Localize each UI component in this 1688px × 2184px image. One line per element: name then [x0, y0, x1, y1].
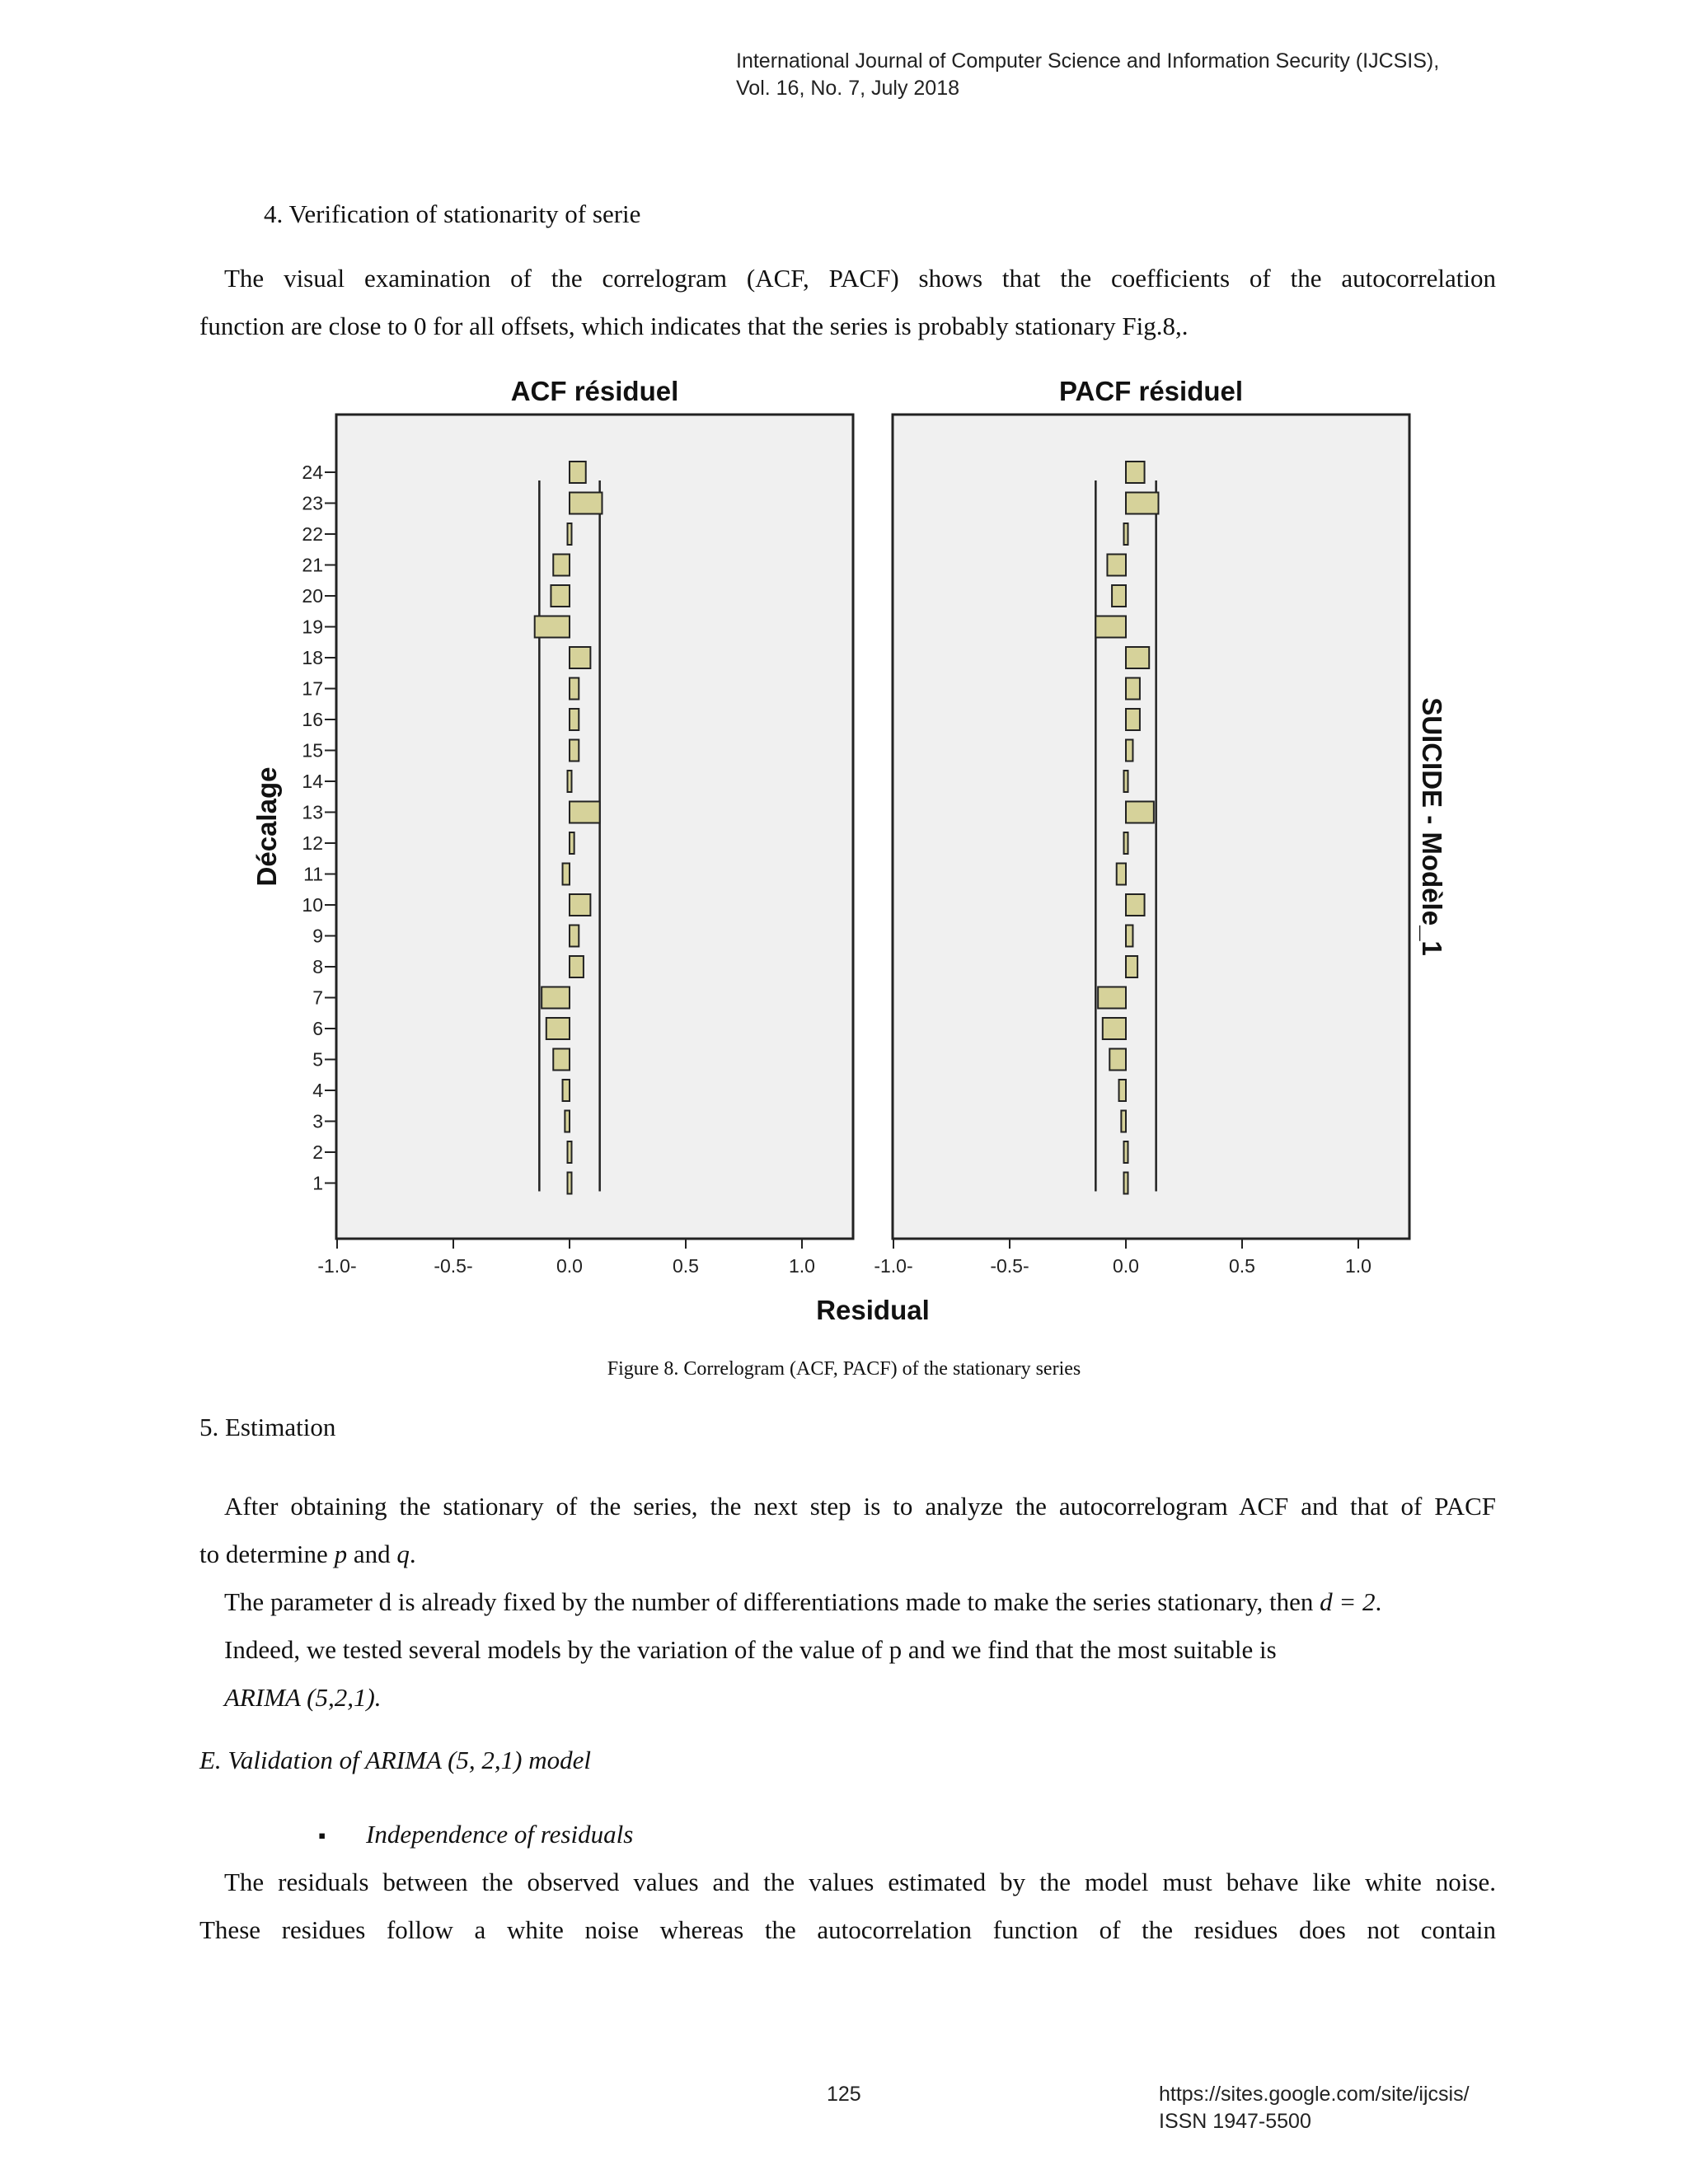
- y-tick-label: 21: [302, 554, 323, 576]
- bar-lag-6: [546, 1018, 570, 1039]
- bullet-item-independence: Independence of residuals: [366, 1820, 634, 1849]
- bar-lag-7: [542, 987, 570, 1009]
- bar-lag-11: [1117, 864, 1126, 885]
- x-tick-label: -1.0-: [317, 1255, 357, 1277]
- footer-url[interactable]: https://sites.google.com/site/ijcsis/: [1159, 2083, 1470, 2106]
- x-tick-label: -0.5-: [990, 1255, 1029, 1277]
- model-side-label: SUICIDE - Modèle_1: [1417, 697, 1447, 956]
- section-5-paragraph-models: Indeed, we tested several models by the variation of the value of p and we find that the most suitable is: [224, 1635, 1277, 1664]
- bar-lag-17: [1126, 678, 1140, 700]
- y-tick-label: 16: [302, 709, 323, 730]
- x-tick-label: 1.0: [789, 1255, 815, 1277]
- bullet-icon: ▪: [318, 1824, 326, 1848]
- bar-lag-16: [1126, 709, 1140, 730]
- bar-lag-21: [1107, 555, 1126, 576]
- bar-lag-24: [1126, 462, 1145, 483]
- bar-lag-19: [535, 616, 570, 638]
- journal-header: [736, 48, 1439, 102]
- x-tick-label: 0.5: [1229, 1255, 1255, 1277]
- page-number: 125: [827, 2083, 861, 2106]
- y-tick-label: 13: [302, 801, 323, 823]
- section-4-paragraph-line1: The visual examination of the correlogram (ACF, PACF) shows that the coefficients of the autocorrelation: [224, 264, 1496, 293]
- bar-lag-6: [1103, 1018, 1126, 1039]
- y-tick-label: 10: [302, 894, 323, 916]
- section-e-paragraph-line2: These residues follow a white noise whereas the autocorrelation function of the residues does not contain: [199, 1915, 1496, 1944]
- y-tick-label: 9: [312, 925, 323, 947]
- y-tick-label: 22: [302, 523, 323, 545]
- section-4-heading: 4. Verification of stationarity of serie: [264, 199, 641, 228]
- x-tick-label: 0.0: [556, 1255, 583, 1277]
- bar-lag-23: [570, 493, 602, 514]
- bar-lag-23: [1126, 493, 1158, 514]
- bar-lag-3: [565, 1111, 570, 1132]
- correlogram-figure: [239, 363, 1459, 1335]
- bar-lag-15: [570, 740, 579, 762]
- bar-lag-15: [1126, 740, 1132, 762]
- bar-lag-19: [1095, 616, 1126, 638]
- bar-lag-9: [1126, 926, 1132, 947]
- y-tick-label: 8: [312, 956, 323, 977]
- panel-title-1: ACF résiduel: [510, 376, 679, 406]
- bar-lag-2: [1124, 1141, 1128, 1163]
- bar-lag-17: [570, 678, 579, 700]
- figure-caption: Figure 8. Correlogram (ACF, PACF) of the stationary series: [607, 1358, 1081, 1380]
- y-tick-label: 14: [302, 771, 323, 792]
- bar-lag-3: [1121, 1111, 1126, 1132]
- journal-title: International Journal of Computer Science and Information Security (IJCSIS),: [736, 49, 1440, 73]
- bar-lag-22: [1124, 523, 1128, 545]
- bar-lag-14: [1124, 771, 1128, 792]
- bar-lag-13: [1126, 802, 1154, 823]
- y-tick-label: 24: [302, 462, 323, 483]
- x-tick-label: 0.5: [673, 1255, 699, 1277]
- y-tick-label: 4: [312, 1080, 323, 1101]
- bar-lag-10: [1126, 894, 1145, 916]
- bar-lag-1: [568, 1173, 572, 1194]
- y-tick-label: 18: [302, 647, 323, 668]
- y-tick-label: 15: [302, 739, 323, 762]
- plot-panel-2: [893, 415, 1409, 1239]
- bar-lag-20: [1112, 585, 1126, 607]
- section-5-heading: 5. Estimation: [199, 1413, 336, 1441]
- y-axis-title: Décalage: [251, 766, 282, 887]
- bar-lag-22: [568, 523, 572, 545]
- y-tick-label: 5: [312, 1048, 323, 1071]
- y-tick-label: 20: [302, 585, 323, 607]
- bar-lag-8: [1126, 956, 1137, 977]
- section-e-heading: E. Validation of ARIMA (5, 2,1) model: [199, 1746, 591, 1774]
- y-tick-label: 17: [302, 677, 323, 700]
- plot-panel-1: [336, 415, 853, 1239]
- x-tick-label: 1.0: [1345, 1255, 1372, 1277]
- bar-lag-13: [570, 802, 600, 823]
- section-5-paragraph-line2: to determine p and q.: [199, 1540, 416, 1568]
- arima-model-label: ARIMA (5,2,1).: [224, 1683, 382, 1712]
- bar-lag-11: [563, 864, 570, 885]
- bar-lag-18: [1126, 647, 1149, 668]
- y-tick-label: 2: [312, 1141, 323, 1163]
- y-tick-label: 23: [302, 492, 323, 514]
- y-tick-label: 12: [302, 832, 323, 854]
- y-tick-label: 19: [302, 616, 323, 638]
- bar-lag-5: [1109, 1049, 1126, 1071]
- section-5-paragraph-d: The parameter d is already fixed by the number of differentiations made to make the series stationary, then d = 2.: [224, 1587, 1382, 1616]
- param-d: d = 2: [1320, 1587, 1376, 1616]
- section-e-paragraph-line1: The residuals between the observed values and the values estimated by the model must behave like white noise.: [224, 1868, 1496, 1896]
- bar-lag-7: [1098, 987, 1126, 1009]
- section-5-paragraph-line1: After obtaining the stationary of the series, the next step is to analyze the autocorrelogram ACF and that of PACF: [224, 1492, 1496, 1521]
- bar-lag-14: [568, 771, 572, 792]
- journal-volume: Vol. 16, No. 7, July 2018: [736, 77, 960, 100]
- bar-lag-9: [570, 926, 579, 947]
- y-tick-label: 3: [312, 1110, 323, 1132]
- bar-lag-8: [570, 956, 584, 977]
- bar-lag-16: [570, 709, 579, 730]
- bar-lag-2: [568, 1141, 572, 1163]
- y-tick-label: 7: [312, 987, 323, 1009]
- param-p: p: [334, 1540, 348, 1568]
- bar-lag-12: [1124, 832, 1128, 854]
- footer-issn: ISSN 1947-5500: [1159, 2110, 1311, 2133]
- bar-lag-21: [553, 555, 570, 576]
- x-tick-label: -0.5-: [434, 1255, 473, 1277]
- y-tick-label: 6: [312, 1018, 323, 1039]
- bar-lag-18: [570, 647, 590, 668]
- bar-lag-1: [1124, 1173, 1128, 1194]
- bar-lag-4: [1119, 1080, 1126, 1101]
- bar-lag-24: [570, 462, 586, 483]
- bar-lag-12: [570, 832, 574, 854]
- bar-lag-4: [563, 1080, 570, 1101]
- panel-title-2: PACF résiduel: [1058, 376, 1244, 406]
- section-4-paragraph-line2: function are close to 0 for all offsets, which indicates that the series is probably stationary Fig.8,.: [199, 312, 1189, 340]
- y-tick-label: 1: [312, 1172, 323, 1194]
- x-tick-label: 0.0: [1113, 1255, 1139, 1277]
- param-q: q: [396, 1540, 410, 1568]
- x-tick-label: -1.0-: [874, 1255, 913, 1277]
- bar-lag-5: [553, 1049, 570, 1071]
- y-tick-label: 11: [303, 863, 323, 885]
- bar-lag-10: [570, 894, 590, 916]
- bar-lag-20: [551, 585, 570, 607]
- x-axis-title: Residual: [816, 1295, 930, 1325]
